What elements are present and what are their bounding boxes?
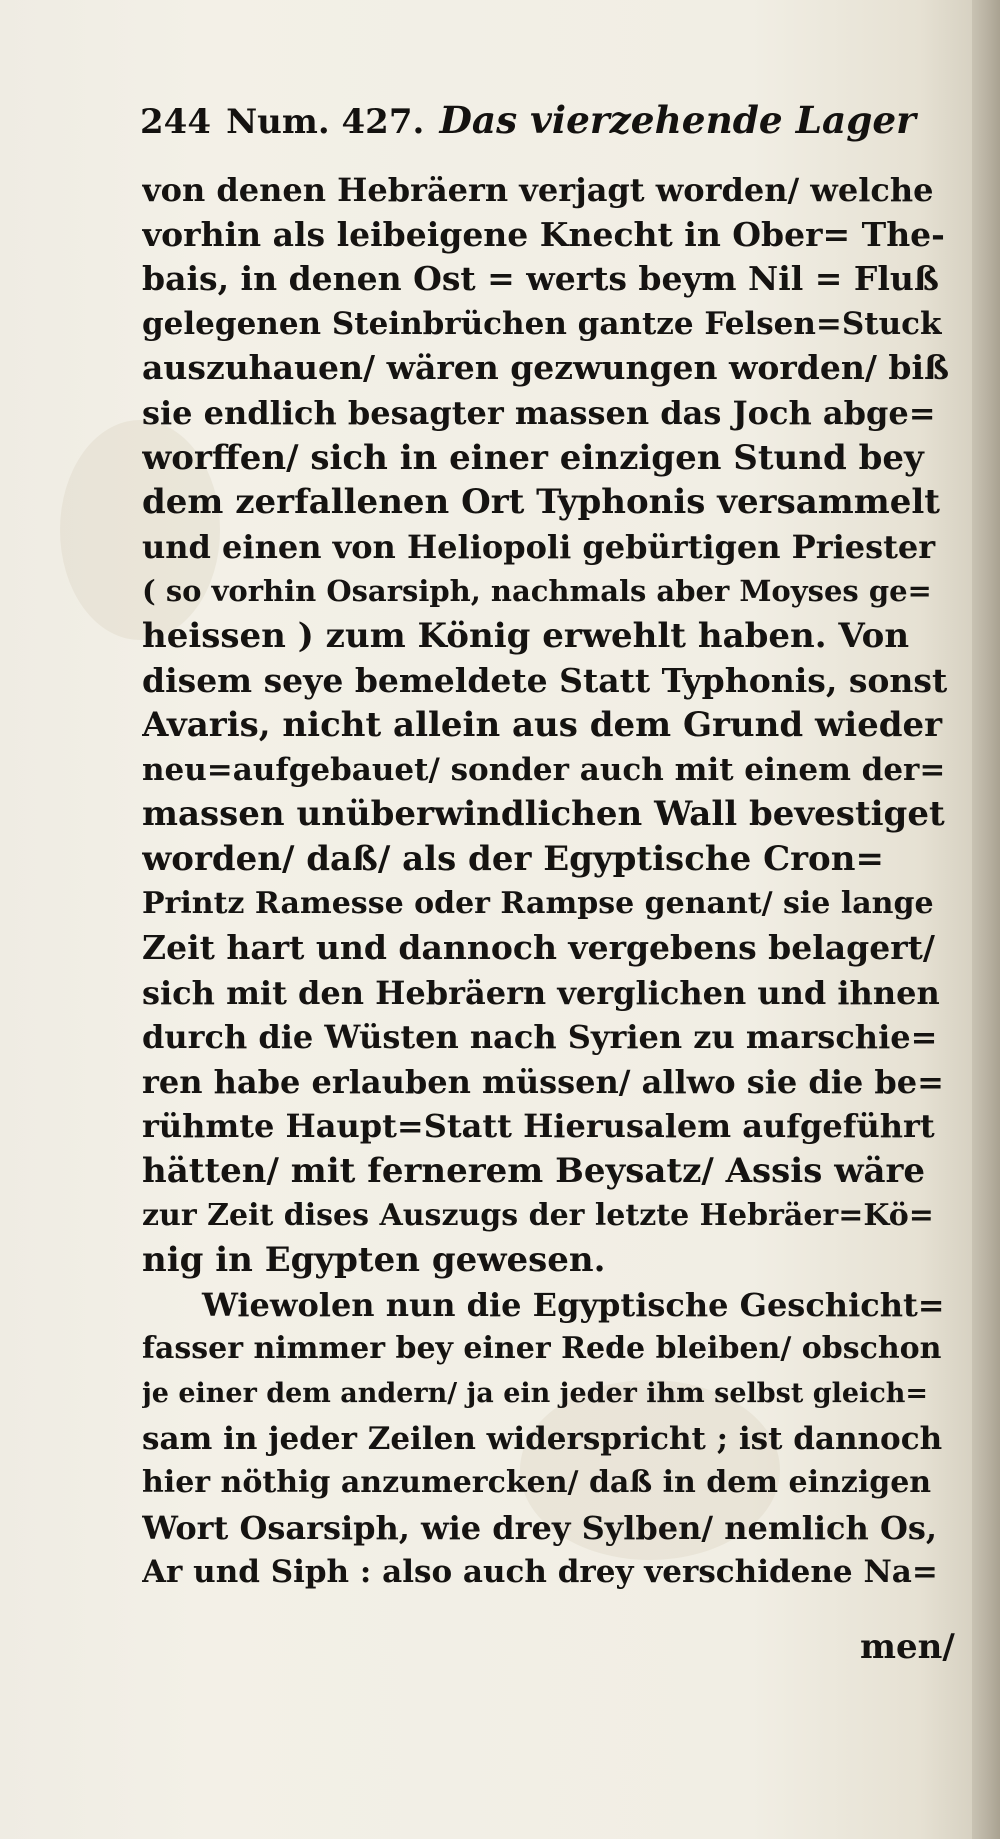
entry-number: Num. 427.	[226, 102, 425, 142]
text-line: vorhin als leibeigene Knecht in Ober= The-	[142, 214, 945, 254]
text-line: gelegenen Steinbrüchen gantze Felsen=Stuck	[142, 305, 942, 342]
text-line: massen unüberwindlichen Wall bevestiget	[142, 794, 945, 835]
text-line: disem seye bemeldete Statt Typhonis, sonst	[142, 660, 948, 700]
text-line: worffen/ sich in einer einzigen Stund bey	[142, 437, 924, 478]
text-line: ren habe erlauben müssen/ allwo sie die be=	[142, 1062, 944, 1101]
text-line: Wort Osarsiph, wie drey Sylben/ nemlich Os,	[142, 1508, 937, 1547]
text-line: von denen Hebräern verjagt worden/ welche	[142, 171, 934, 209]
page-gutter	[972, 0, 1000, 1839]
text-line: auszuhauen/ wären gezwungen worden/ biß	[142, 348, 950, 388]
text-line: Zeit hart und dannoch vergebens belagert/	[142, 928, 935, 968]
text-line: sich mit den Hebräern verglichen und ihnen	[142, 973, 940, 1012]
text-line: dem zerfallenen Ort Typhonis versammelt	[142, 482, 940, 523]
text-line: bais, in denen Ost = werts beym Nil = Fluß	[142, 259, 939, 299]
text-line: heissen ) zum König erwehlt haben. Von	[142, 615, 910, 656]
text-line: nig in Egypten gewesen.	[142, 1240, 606, 1281]
page-header	[140, 98, 940, 168]
text-line: hier nöthig anzumercken/ daß in dem einzigen	[142, 1465, 932, 1501]
text-line: sie endlich besagter massen das Joch abge=	[142, 393, 936, 432]
text-line: ( so vorhin Osarsiph, nachmals aber Moyses ge=	[142, 574, 932, 609]
text-line: Avaris, nicht allein aus dem Grund wieder	[142, 705, 943, 746]
text-line: je einer dem andern/ ja ein jeder ihm selbst gleich=	[142, 1378, 929, 1410]
text-line: rühmte Haupt=Statt Hierusalem aufgeführt	[142, 1107, 935, 1146]
text-line: sam in jeder Zeilen widerspricht ; ist dannoch	[142, 1420, 943, 1457]
text-line: fasser nimmer bey einer Rede bleiben/ obschon	[142, 1331, 942, 1367]
text-line: durch die Wüsten nach Syrien zu marschie=	[142, 1018, 938, 1057]
paragraph-start-line: Wiewolen nun die Egyptische Geschicht=	[202, 1285, 945, 1324]
text-line: zur Zeit dises Auszugs der letzte Hebräer=Kö=	[142, 1197, 934, 1233]
text-line: worden/ daß/ als der Egyptische Cron=	[142, 838, 884, 879]
text-line: Ar und Siph : also auch drey verschidene Na=	[142, 1554, 938, 1591]
body-text	[142, 168, 952, 1595]
text-line: und einen von Heliopoli gebürtigen Priester	[142, 527, 936, 566]
running-title: Das vierzehende Lager	[439, 98, 916, 142]
text-line: Printz Ramesse oder Rampse genant/ sie lange	[142, 885, 934, 921]
catchword: men/	[860, 1627, 955, 1667]
page-number: 244	[140, 102, 211, 142]
text-line: hätten/ mit fernerem Beysatz/ Assis wäre	[142, 1151, 926, 1192]
text-line: neu=aufgebauet/ sonder auch mit einem der=	[142, 751, 946, 788]
